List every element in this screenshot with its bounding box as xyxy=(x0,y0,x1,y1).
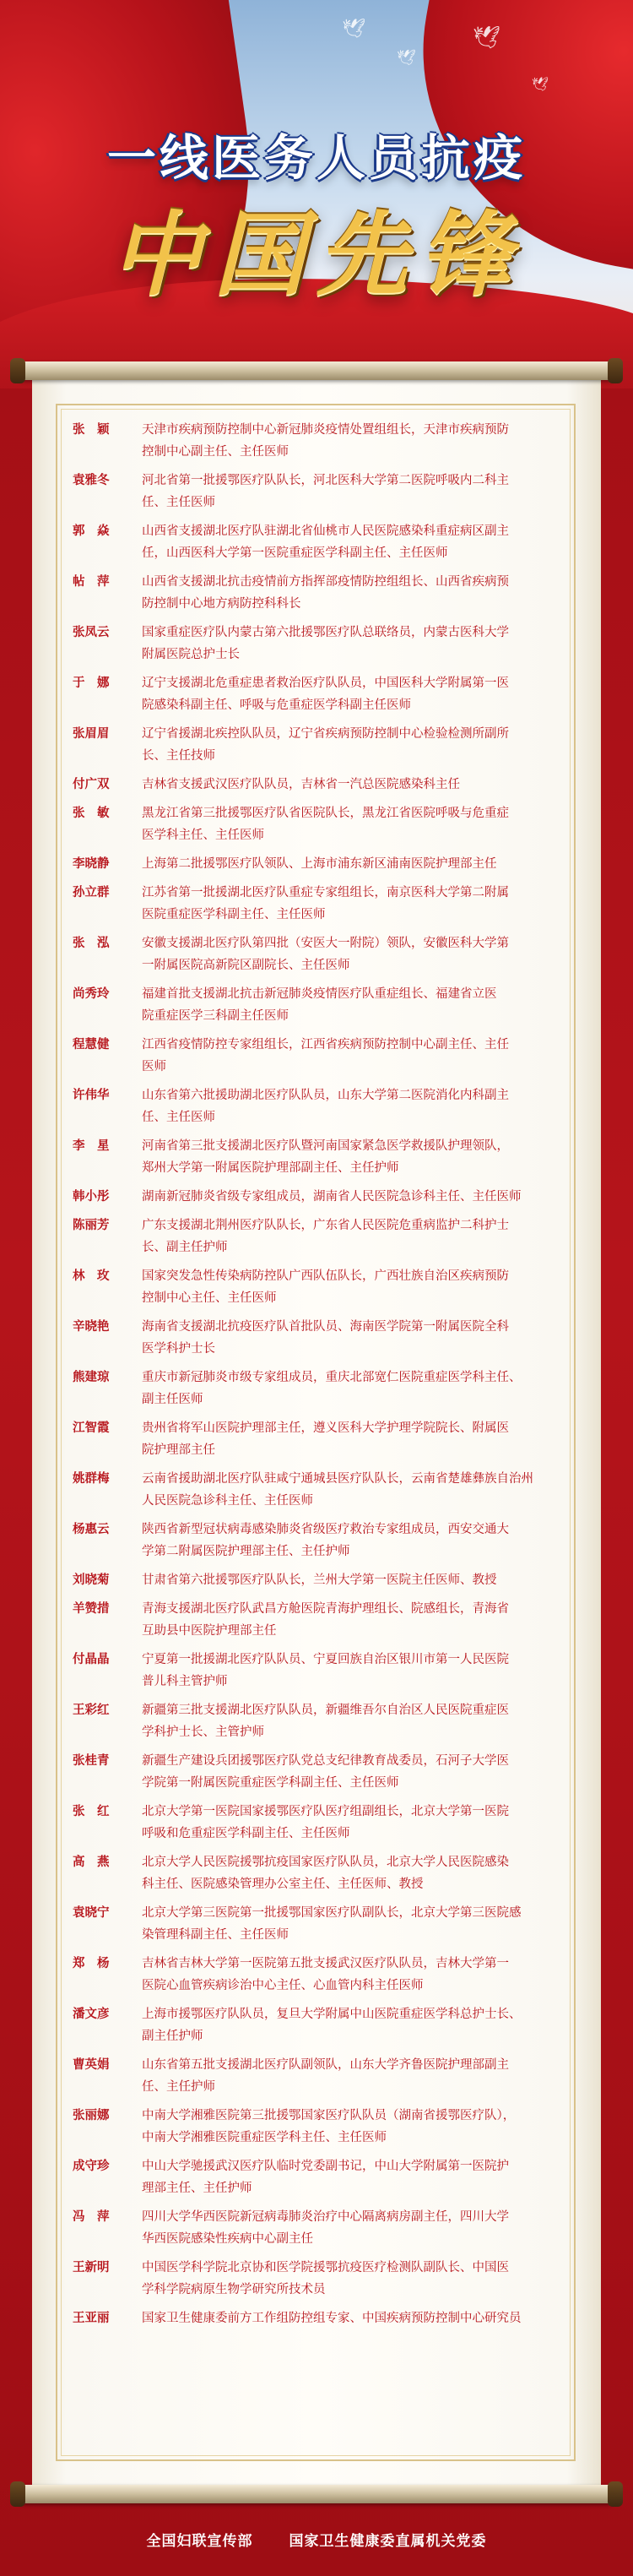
honoree-name: 张 泓 xyxy=(73,937,110,950)
description-line: 普儿科主管护师 xyxy=(142,1675,228,1688)
honoree-description xyxy=(142,622,564,666)
description-line: 学科学院病原生物学研究所技术员 xyxy=(142,2283,326,2296)
honoree-name: 程慧健 xyxy=(73,1038,110,1052)
description-line: 染管理科副主任、主任医师 xyxy=(142,1928,289,1942)
honoree-description xyxy=(142,2003,564,2047)
description-line: 黑龙江省第三批援鄂医疗队省医院队长，黑龙江省医院呼吸与危重症 xyxy=(142,807,509,820)
honoree-description xyxy=(142,2105,564,2149)
honoree-name: 袁雅冬 xyxy=(73,474,110,487)
description-line: 任，山西医科大学第一医院重症医学科副主任、主任医师 xyxy=(142,546,448,560)
honoree-name: 张桂青 xyxy=(73,1754,110,1768)
honoree-name: 袁晓宁 xyxy=(73,1906,110,1920)
honoree-description xyxy=(142,1801,564,1845)
description-line: 医学科护士长 xyxy=(142,1342,215,1356)
description-line: 北京大学第三医院第一批援鄂国家医疗队副队长，北京大学第三医院感 xyxy=(142,1906,522,1920)
honoree-name: 张丽娜 xyxy=(73,2109,110,2122)
honoree-description xyxy=(142,571,564,615)
description-line: 任、主任护师 xyxy=(142,2080,215,2094)
honoree-description xyxy=(142,1902,564,1946)
page-title: 一线医务人员抗疫 xyxy=(106,129,526,187)
honoree-description xyxy=(142,2155,564,2199)
description-line: 河南省第三批支援湖北医疗队暨河南国家紧急医学救援队护理领队， xyxy=(142,1139,509,1153)
honoree-description xyxy=(142,1034,564,1078)
description-line: 上海第二批援鄂医疗队领队、上海市浦东新区浦南医院护理部主任 xyxy=(142,857,497,871)
description-line: 安徽支援湖北医疗队第四批（安医大一附院）领队，安徽医科大学第 xyxy=(142,937,509,950)
honoree-description xyxy=(142,882,564,926)
honoree-name: 曹英娟 xyxy=(73,2058,110,2072)
description-line: 学院第一附属医院重症医学科副主任、主任医师 xyxy=(142,1776,399,1790)
honoree-name: 冯 萍 xyxy=(73,2210,110,2224)
description-line: 院感染科副主任、呼吸与危重症医学科副主任医师 xyxy=(142,698,411,712)
honoree-name: 张 颖 xyxy=(73,423,110,437)
description-line: 任、主任医师 xyxy=(142,496,215,509)
description-line: 吉林省支援武汉医疗队队员，吉林省一汽总医院感染科主任 xyxy=(142,778,460,791)
honoree-name: 张 敏 xyxy=(73,807,110,820)
honoree-description xyxy=(142,1367,564,1410)
dove-icon: 🕊 xyxy=(532,76,549,92)
description-line: 防控制中心地方病防控科科长 xyxy=(142,597,301,611)
honoree-description xyxy=(142,1598,564,1642)
honoree-description xyxy=(142,2206,564,2250)
description-line: 湖南新冠肺炎省级专家组成员，湖南省人民医院急诊科主任、主任医师 xyxy=(142,1190,522,1204)
honoree-name: 李晓静 xyxy=(73,857,110,871)
honoree-name: 潘文彦 xyxy=(73,2008,110,2021)
description-line: 新疆生产建设兵团援鄂医疗队党总支纪律教育战委员，石河子大学医 xyxy=(142,1754,509,1768)
dove-icon: 🕊 xyxy=(342,19,365,40)
honoree-description xyxy=(142,1135,564,1179)
description-line: 福建首批支援湖北抗击新冠肺炎疫情医疗队重症组长、福建省立医 xyxy=(142,987,497,1001)
description-line: 新疆第三批支援湖北医疗队队员，新疆维吾尔自治区人民医院重症医 xyxy=(142,1704,509,1717)
description-line: 上海市援鄂医疗队队员，复旦大学附属中山医院重症医学科总护士长、 xyxy=(142,2008,522,2021)
description-line: 院护理部主任 xyxy=(142,1443,215,1457)
description-line: 广东支援湖北荆州医疗队队长，广东省人民医院危重病监护二科护士 xyxy=(142,1219,509,1232)
honoree-description xyxy=(142,2257,564,2301)
description-line: 陕西省新型冠状病毒感染肺炎省级医疗救治专家组成员，西安交通大 xyxy=(142,1523,509,1536)
honoree-description xyxy=(142,1215,564,1258)
description-line: 任、主任医师 xyxy=(142,1111,215,1124)
honoree-description xyxy=(142,1953,564,1997)
honoree-name: 孙立群 xyxy=(73,886,110,899)
description-line: 一附属医院高新院区副院长、主任医师 xyxy=(142,959,350,972)
honoree-description xyxy=(142,1750,564,1794)
scroll-rod-bottom xyxy=(15,2485,618,2503)
description-line: 宁夏第一批援湖北医疗队队员、宁夏回族自治区银川市第一人民医院 xyxy=(142,1653,509,1666)
description-line: 中南大学湘雅医院第三批援鄂国家医疗队队员（湖南省援鄂医疗队）， xyxy=(142,2109,516,2122)
honoree-description xyxy=(142,1265,564,1309)
description-line: 云南省援助湖北医疗队驻咸宁通城县医疗队队长，云南省楚雄彝族自治州 xyxy=(142,1472,533,1486)
honoree-description xyxy=(142,1417,564,1461)
dove-icon: 🕊 xyxy=(473,25,501,51)
description-line: 天津市疾病预防控制中心新冠肺炎疫情处置组组长，天津市疾病预防 xyxy=(142,423,509,437)
description-line: 国家卫生健康委前方工作组防控组专家、中国疾病预防控制中心研究员 xyxy=(142,2312,522,2325)
description-line: 郑州大学第一附属医院护理部副主任、主任护师 xyxy=(142,1161,399,1175)
honoree-description xyxy=(142,2307,564,2329)
description-line: 人民医院急诊科主任、主任医师 xyxy=(142,1494,313,1508)
honoree-description xyxy=(142,1699,564,1743)
honoree-description xyxy=(142,774,564,796)
description-line: 中国医学科学院北京协和医学院援鄂抗疫医疗检测队副队长、中国医 xyxy=(142,2261,509,2274)
description-line: 河北省第一批援鄂医疗队队长，河北医科大学第二医院呼吸内二科主 xyxy=(142,474,509,487)
honoree-description xyxy=(142,1519,564,1562)
honoree-name: 林 玫 xyxy=(73,1269,110,1283)
honoree-description xyxy=(142,983,564,1027)
honoree-description xyxy=(142,1569,564,1591)
scroll-rod-top xyxy=(15,361,618,380)
honoree-description xyxy=(142,1084,564,1128)
description-line: 山东省第六批援助湖北医疗队队员，山东大学第二医院消化内科副主 xyxy=(142,1089,509,1102)
honoree-name: 郑 杨 xyxy=(73,1957,110,1970)
honoree-description xyxy=(142,672,564,716)
description-line: 重庆市新冠肺炎市级专家组成员，重庆北部宽仁医院重症医学科主任、 xyxy=(142,1371,522,1384)
scroll-paper xyxy=(32,372,601,2493)
footer-org-1: 全国妇联宣传部 xyxy=(146,2533,253,2550)
footer-org-2: 国家卫生健康委直属机关党委 xyxy=(289,2533,487,2550)
description-line: 控制中心主任、主任医师 xyxy=(142,1291,277,1305)
honoree-description xyxy=(142,1851,564,1895)
description-line: 控制中心副主任、主任医师 xyxy=(142,445,289,459)
description-line: 山西省支援湖北医疗队驻湖北省仙桃市人民医院感染科重症病区副主 xyxy=(142,524,509,538)
description-line: 中南大学湘雅医院重症医学科主任、主任医师 xyxy=(142,2131,387,2144)
honoree-name: 付广双 xyxy=(73,778,110,791)
honoree-description xyxy=(142,419,564,463)
honoree-name: 羊赞措 xyxy=(73,1602,110,1616)
description-line: 国家重症医疗队内蒙古第六批援鄂医疗队总联络员，内蒙古医科大学 xyxy=(142,626,509,639)
honoree-description xyxy=(142,2054,564,2098)
description-line: 贵州省将军山医院护理部主任，遵义医科大学护理学院院长、附属医 xyxy=(142,1421,509,1435)
description-line: 呼吸和危重症医学科副主任、主任医师 xyxy=(142,1827,350,1840)
description-line: 科主任、医院感染管理办公室主任、主任医师、教授 xyxy=(142,1878,424,1891)
honoree-name: 于 娜 xyxy=(73,677,110,690)
honoree-name: 李 星 xyxy=(73,1139,110,1153)
description-line: 四川大学华西医院新冠病毒肺炎治疗中心隔离病房副主任，四川大学 xyxy=(142,2210,509,2224)
description-line: 华西医院感染性疾病中心副主任 xyxy=(142,2232,313,2246)
description-line: 医院重症医学科副主任、主任医师 xyxy=(142,908,326,921)
description-line: 海南省支援湖北抗疫医疗队首批队员、海南医学院第一附属医院全科 xyxy=(142,1320,509,1334)
honoree-name: 江智霞 xyxy=(73,1421,110,1435)
description-line: 医师 xyxy=(142,1060,166,1073)
honoree-description xyxy=(142,470,564,514)
honoree-name: 郭 焱 xyxy=(73,524,110,538)
description-line: 中山大学驰援武汉医疗队临时党委副书记，中山大学附属第一医院护 xyxy=(142,2160,509,2173)
description-line: 北京大学人民医院援鄂抗疫国家医疗队队员，北京大学人民医院感染 xyxy=(142,1856,509,1869)
description-line: 甘肃省第六批援鄂医疗队队长，兰州大学第一医院主任医师、教授 xyxy=(142,1573,497,1587)
scroll-frame xyxy=(56,404,576,2461)
honoree-name: 王亚丽 xyxy=(73,2312,110,2325)
honoree-name: 张凤云 xyxy=(73,626,110,639)
description-line: 江西省疫情防控专家组组长，江西省疾病预防控制中心副主任、主任 xyxy=(142,1038,509,1052)
footer xyxy=(0,2529,633,2550)
honoree-name: 张 红 xyxy=(73,1805,110,1818)
honoree-name: 帖 萍 xyxy=(73,575,110,589)
honoree-name: 杨惠云 xyxy=(73,1523,110,1536)
description-line: 江苏省第一批援湖北医疗队重症专家组组长，南京医科大学第二附属 xyxy=(142,886,509,899)
honoree-description xyxy=(142,723,564,767)
honoree-name: 韩小彤 xyxy=(73,1190,110,1204)
description-line: 副主任护师 xyxy=(142,2030,203,2043)
honoree-name: 王新明 xyxy=(73,2261,110,2274)
description-line: 长、副主任护师 xyxy=(142,1241,228,1254)
honoree-description xyxy=(142,853,564,875)
honoree-description xyxy=(142,1468,564,1512)
description-line: 学第二附属医院护理部主任、主任护师 xyxy=(142,1545,350,1558)
honoree-name: 成守珍 xyxy=(73,2160,110,2173)
honoree-name: 熊建琼 xyxy=(73,1371,110,1384)
honoree-description xyxy=(142,1649,564,1693)
description-line: 辽宁省援湖北疾控队队员，辽宁省疾病预防控制中心检验检测所副所 xyxy=(142,727,509,741)
description-line: 互助县中医院护理部主任 xyxy=(142,1624,277,1638)
honoree-name: 姚群梅 xyxy=(73,1472,110,1486)
honoree-name: 张眉眉 xyxy=(73,727,110,741)
honoree-name: 尚秀玲 xyxy=(73,987,110,1001)
honoree-name: 刘晓菊 xyxy=(73,1573,110,1587)
honoree-name: 王彩红 xyxy=(73,1704,110,1717)
honoree-description xyxy=(142,932,564,976)
dove-icon: 🕊 xyxy=(397,49,416,67)
description-line: 医院心血管疾病诊治中心主任、心血管内科主任医师 xyxy=(142,1979,424,1992)
description-line: 学科护士长、主管护师 xyxy=(142,1725,264,1739)
honoree-name: 付晶晶 xyxy=(73,1653,110,1666)
honoree-description xyxy=(142,1186,564,1208)
honoree-name: 辛晓艳 xyxy=(73,1320,110,1334)
description-line: 医学科主任、主任医师 xyxy=(142,829,264,842)
description-line: 院重症医学三科副主任医师 xyxy=(142,1009,289,1023)
description-line: 青海支援湖北医疗队武昌方舱医院青海护理组长、院感组长，青海省 xyxy=(142,1602,509,1616)
description-line: 理部主任、主任护师 xyxy=(142,2182,252,2195)
honoree-description xyxy=(142,1316,564,1360)
honoree-name: 许伟华 xyxy=(73,1089,110,1102)
description-line: 附属医院总护士长 xyxy=(142,648,240,661)
description-line: 国家突发急性传染病防控队广西队伍队长，广西壮族自治区疾病预防 xyxy=(142,1269,509,1283)
honoree-description xyxy=(142,802,564,846)
honoree-name: 陈丽芳 xyxy=(73,1219,110,1232)
description-line: 北京大学第一医院国家援鄂医疗队医疗组副组长，北京大学第一医院 xyxy=(142,1805,509,1818)
description-line: 吉林省吉林大学第一医院第五批支援武汉医疗队队员，吉林大学第一 xyxy=(142,1957,509,1970)
page-subtitle: 中国先锋 xyxy=(110,202,522,308)
description-line: 山西省支援湖北抗击疫情前方指挥部疫情防控组组长、山西省疾病预 xyxy=(142,575,509,589)
honoree-name: 高 燕 xyxy=(73,1856,110,1869)
description-line: 山东省第五批支援湖北医疗队副领队，山东大学齐鲁医院护理部副主 xyxy=(142,2058,509,2072)
description-line: 长、主任技师 xyxy=(142,749,215,763)
description-line: 辽宁支援湖北危重症患者救治医疗队队员，中国医科大学附属第一医 xyxy=(142,677,509,690)
description-line: 副主任医师 xyxy=(142,1393,203,1406)
honoree-description xyxy=(142,520,564,564)
